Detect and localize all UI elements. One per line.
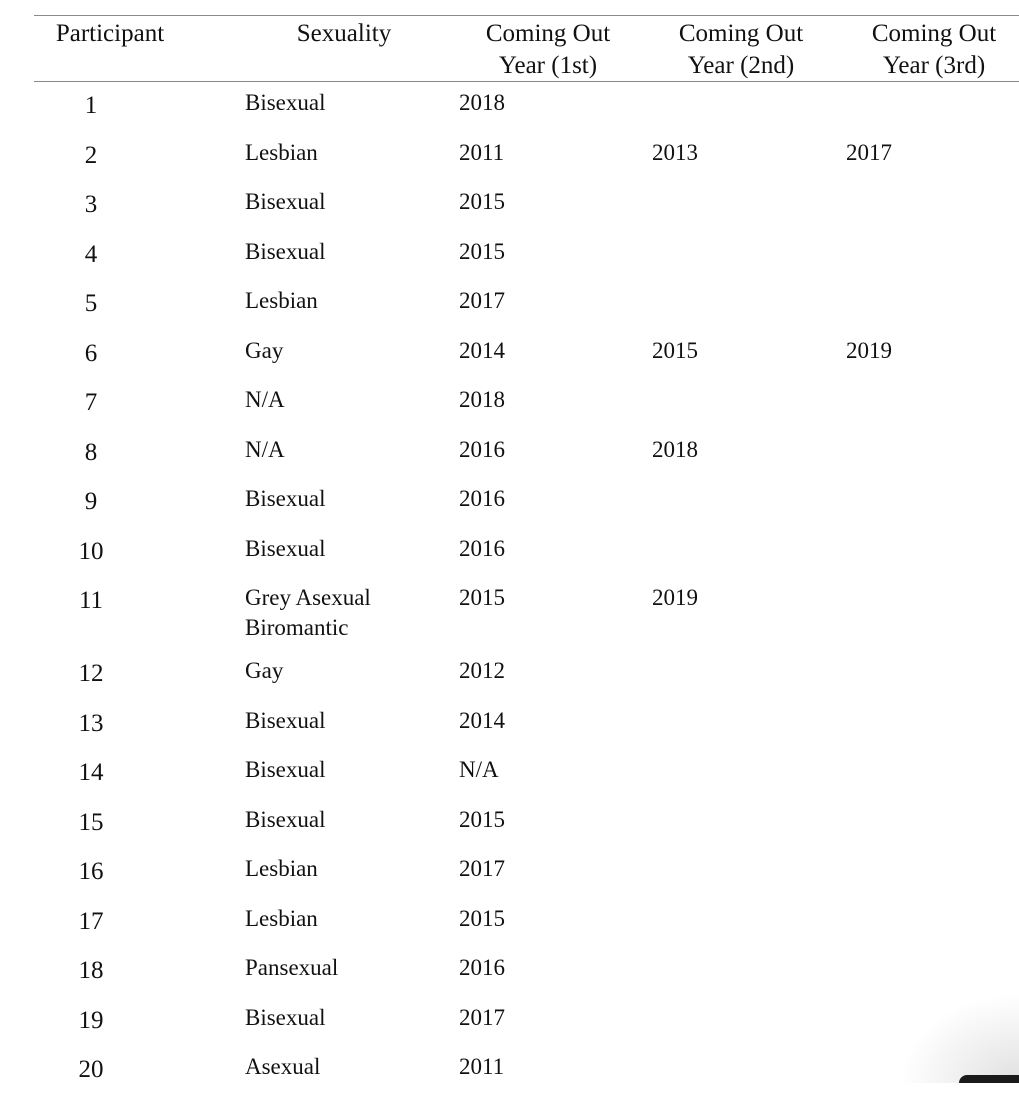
- header-participant: [40, 18, 180, 50]
- cell-year-1st: 2018: [459, 90, 505, 115]
- table-row: [0, 433, 1019, 483]
- header-coming-out-3rd: [864, 18, 1004, 82]
- cell-participant: 1: [84, 92, 98, 119]
- cell-sexuality: Bisexual: [245, 535, 326, 561]
- cell-participant: 19: [78, 1006, 104, 1034]
- table-row: [0, 902, 1019, 952]
- cell-sexuality: Bisexual: [245, 189, 326, 214]
- cell-year-1st: 2016: [459, 486, 505, 511]
- table-top-rule: [34, 15, 1019, 16]
- header-participant-label: Participant: [55, 20, 165, 47]
- cell-sexuality: N/A: [245, 436, 285, 462]
- cell-participant: 4: [84, 240, 98, 268]
- cell-participant: 16: [78, 858, 104, 885]
- cell-year-1st: 2015: [459, 189, 505, 214]
- cell-sexuality: Bisexual: [245, 1004, 326, 1030]
- table-row: [0, 86, 1019, 136]
- cell-year-1st: 2017: [459, 856, 505, 881]
- header-coming-out-2nd-line2: Year (2nd): [687, 52, 795, 79]
- cell-participant: 7: [84, 389, 98, 416]
- cell-sexuality: Bisexual: [245, 238, 326, 264]
- corner-shadow-fade: [899, 993, 1019, 1083]
- header-coming-out-3rd-line1: Coming Out: [871, 20, 997, 47]
- cell-year-1st: 2011: [459, 1054, 505, 1079]
- cell-sexuality: N/A: [245, 387, 285, 412]
- header-coming-out-1st-line1: Coming Out: [485, 20, 611, 47]
- cell-participant: 13: [78, 709, 104, 737]
- cell-participant: 6: [84, 339, 98, 367]
- header-coming-out-2nd: [671, 18, 811, 82]
- cell-participant: 5: [84, 290, 98, 317]
- cell-participant: 18: [78, 957, 104, 984]
- cell-year-2nd: 2018: [652, 436, 698, 462]
- cell-sexuality: Bisexual: [245, 90, 326, 115]
- cell-participant: 15: [78, 808, 104, 836]
- table-row: [0, 1050, 1019, 1100]
- header-coming-out-2nd-line1: Coming Out: [678, 20, 804, 47]
- cell-sexuality: Gay: [245, 337, 284, 363]
- cell-year-1st: 2011: [459, 139, 505, 165]
- cell-sexuality: Lesbian: [245, 856, 318, 881]
- table-row: [0, 532, 1019, 582]
- cell-year-1st: 2016: [459, 535, 505, 561]
- cell-year-3rd: 2019: [846, 337, 892, 363]
- cell-sexuality: Bisexual: [245, 486, 326, 511]
- cell-year-1st: 2016: [459, 955, 505, 980]
- table-row: [0, 185, 1019, 235]
- cell-year-3rd: 2017: [846, 139, 892, 165]
- cell-sexuality: Asexual: [245, 1054, 321, 1079]
- table-row: [0, 654, 1019, 704]
- cell-year-1st: N/A: [459, 757, 499, 782]
- cell-year-1st: 2015: [459, 238, 505, 264]
- table-row: [0, 136, 1019, 186]
- cell-year-1st: 2015: [459, 806, 505, 832]
- cell-participant: 11: [78, 587, 104, 614]
- cell-participant: 3: [84, 191, 98, 218]
- cell-year-1st: 2014: [459, 707, 505, 733]
- table-row: [0, 482, 1019, 532]
- cell-sexuality: Bisexual: [245, 757, 326, 782]
- cell-year-2nd: 2015: [652, 337, 698, 363]
- header-sexuality-label: Sexuality: [296, 20, 392, 47]
- cell-sexuality: Bisexual: [245, 806, 326, 832]
- table-row: [0, 704, 1019, 754]
- cell-sexuality-line1: Grey Asexual: [245, 585, 371, 610]
- cell-year-1st: 2017: [459, 288, 505, 313]
- header-coming-out-1st: [478, 18, 618, 82]
- cell-participant: 12: [78, 660, 104, 687]
- table-row: [0, 852, 1019, 902]
- cell-sexuality-line2: Biromantic: [245, 615, 349, 640]
- table-row: [0, 284, 1019, 334]
- cell-sexuality: Gay: [245, 658, 284, 683]
- table-row: [0, 803, 1019, 853]
- table-row: [0, 1001, 1019, 1051]
- table-row: [0, 951, 1019, 1001]
- cell-participant: 8: [84, 438, 98, 466]
- table-row: [0, 383, 1019, 433]
- table-row: [0, 334, 1019, 384]
- cell-year-1st: 2012: [459, 658, 505, 683]
- cell-sexuality: Lesbian: [245, 905, 318, 931]
- table-row: [0, 581, 1019, 654]
- cell-sexuality: Bisexual: [245, 707, 326, 733]
- table-row: [0, 235, 1019, 285]
- cell-sexuality: [245, 583, 371, 643]
- cell-participant: 10: [78, 537, 104, 565]
- cell-year-1st: 2017: [459, 1004, 505, 1030]
- cell-participant: 14: [78, 759, 104, 786]
- cell-participant: 20: [78, 1056, 104, 1083]
- cell-participant: 2: [84, 141, 98, 169]
- cell-year-1st: 2018: [459, 387, 505, 412]
- cell-sexuality: Lesbian: [245, 288, 318, 313]
- cell-participant: 17: [78, 907, 104, 935]
- cell-year-1st: 2015: [459, 905, 505, 931]
- table-row: [0, 753, 1019, 803]
- cell-participant: 9: [84, 488, 98, 515]
- table-header-rule: [34, 81, 1019, 82]
- table-body: [0, 86, 1019, 1100]
- cell-year-1st: 2014: [459, 337, 505, 363]
- cell-year-2nd: 2019: [652, 585, 698, 610]
- header-coming-out-3rd-line2: Year (3rd): [882, 52, 986, 79]
- cell-year-1st: 2016: [459, 436, 505, 462]
- cell-sexuality: Lesbian: [245, 139, 318, 165]
- header-sexuality: [274, 18, 414, 50]
- cell-sexuality: Pansexual: [245, 955, 339, 980]
- header-coming-out-1st-line2: Year (1st): [498, 52, 598, 79]
- cell-year-1st: 2015: [459, 585, 505, 610]
- cell-year-2nd: 2013: [652, 139, 698, 165]
- corner-shadow: [959, 1075, 1019, 1083]
